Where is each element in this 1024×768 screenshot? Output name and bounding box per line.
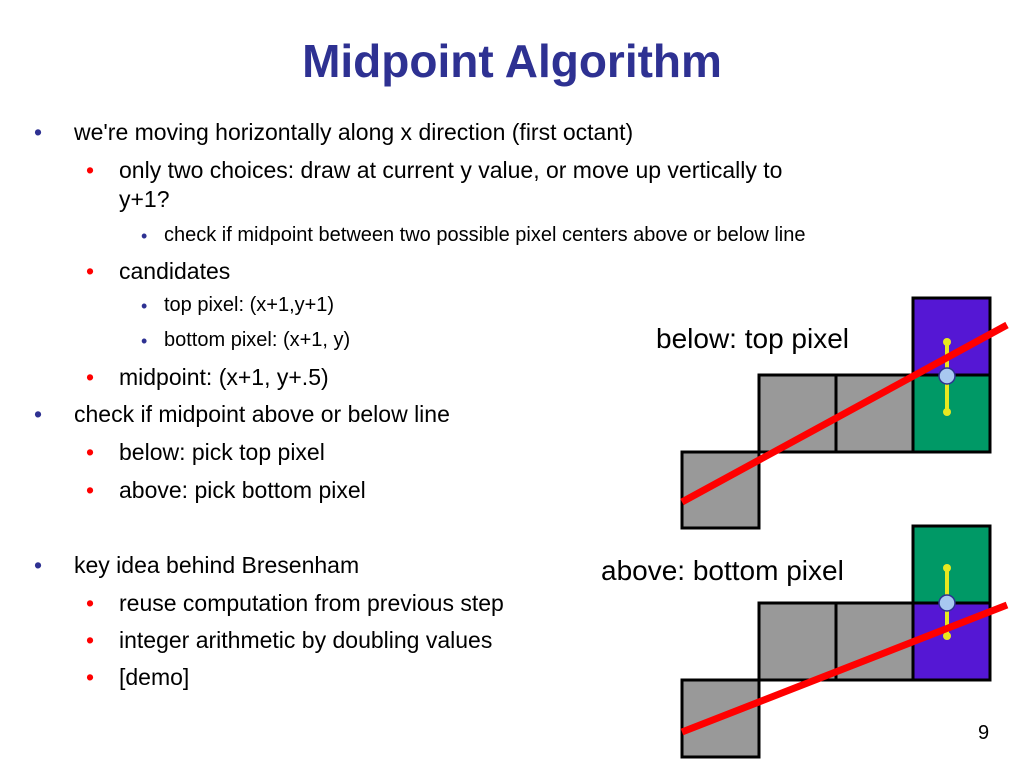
bullet-item-continuation: y+1? bbox=[119, 186, 170, 212]
bullet-item: above: pick bottom pixel bbox=[119, 477, 366, 503]
bullet-glyph: • bbox=[141, 296, 148, 316]
bullet-glyph: • bbox=[86, 157, 95, 183]
bullet-glyph: • bbox=[86, 590, 95, 616]
bullet-item: candidates bbox=[119, 258, 231, 284]
bullet-glyph: • bbox=[86, 477, 95, 503]
bullet-item: we're moving horizontally along x direction (first octant) bbox=[74, 119, 634, 145]
bullet-glyph: • bbox=[34, 401, 43, 427]
midpoint-dot bbox=[939, 595, 955, 611]
page-number: 9 bbox=[978, 722, 990, 744]
bullet-glyph: • bbox=[86, 439, 95, 465]
bullet-glyph: • bbox=[34, 119, 43, 145]
bullet-item: reuse computation from previous step bbox=[119, 590, 504, 616]
bullet-glyph: • bbox=[86, 627, 95, 653]
pixel-center-dot bbox=[943, 564, 951, 572]
bullet-glyph: • bbox=[86, 364, 95, 390]
bullet-item: key idea behind Bresenham bbox=[74, 552, 360, 578]
bullet-item: below: pick top pixel bbox=[119, 439, 325, 465]
bullet-item: integer arithmetic by doubling values bbox=[119, 627, 493, 653]
bullet-glyph: • bbox=[34, 552, 43, 578]
bullet-glyph: • bbox=[141, 331, 148, 351]
pixel-gray bbox=[759, 603, 836, 680]
bullet-glyph: • bbox=[86, 664, 95, 690]
pixel-top-candidate bbox=[913, 526, 990, 603]
slide-title: Midpoint Algorithm bbox=[302, 35, 722, 87]
bullet-item: bottom pixel: (x+1, y) bbox=[164, 329, 351, 351]
bullet-item: midpoint: (x+1, y+.5) bbox=[119, 364, 329, 390]
bullet-item: check if midpoint above or below line bbox=[74, 401, 450, 427]
bullet-item: [demo] bbox=[119, 664, 190, 690]
bullet-glyph: • bbox=[141, 226, 148, 246]
bullet-item: check if midpoint between two possible pixel centers above or below line bbox=[164, 224, 806, 246]
bullet-item: top pixel: (x+1,y+1) bbox=[164, 294, 335, 316]
bullet-glyph: • bbox=[86, 258, 95, 284]
diagram-caption-bottom: above: bottom pixel bbox=[601, 555, 844, 586]
bullet-item: only two choices: draw at current y value, or move up vertically to bbox=[119, 157, 783, 183]
diagram-caption-top: below: top pixel bbox=[656, 323, 850, 354]
